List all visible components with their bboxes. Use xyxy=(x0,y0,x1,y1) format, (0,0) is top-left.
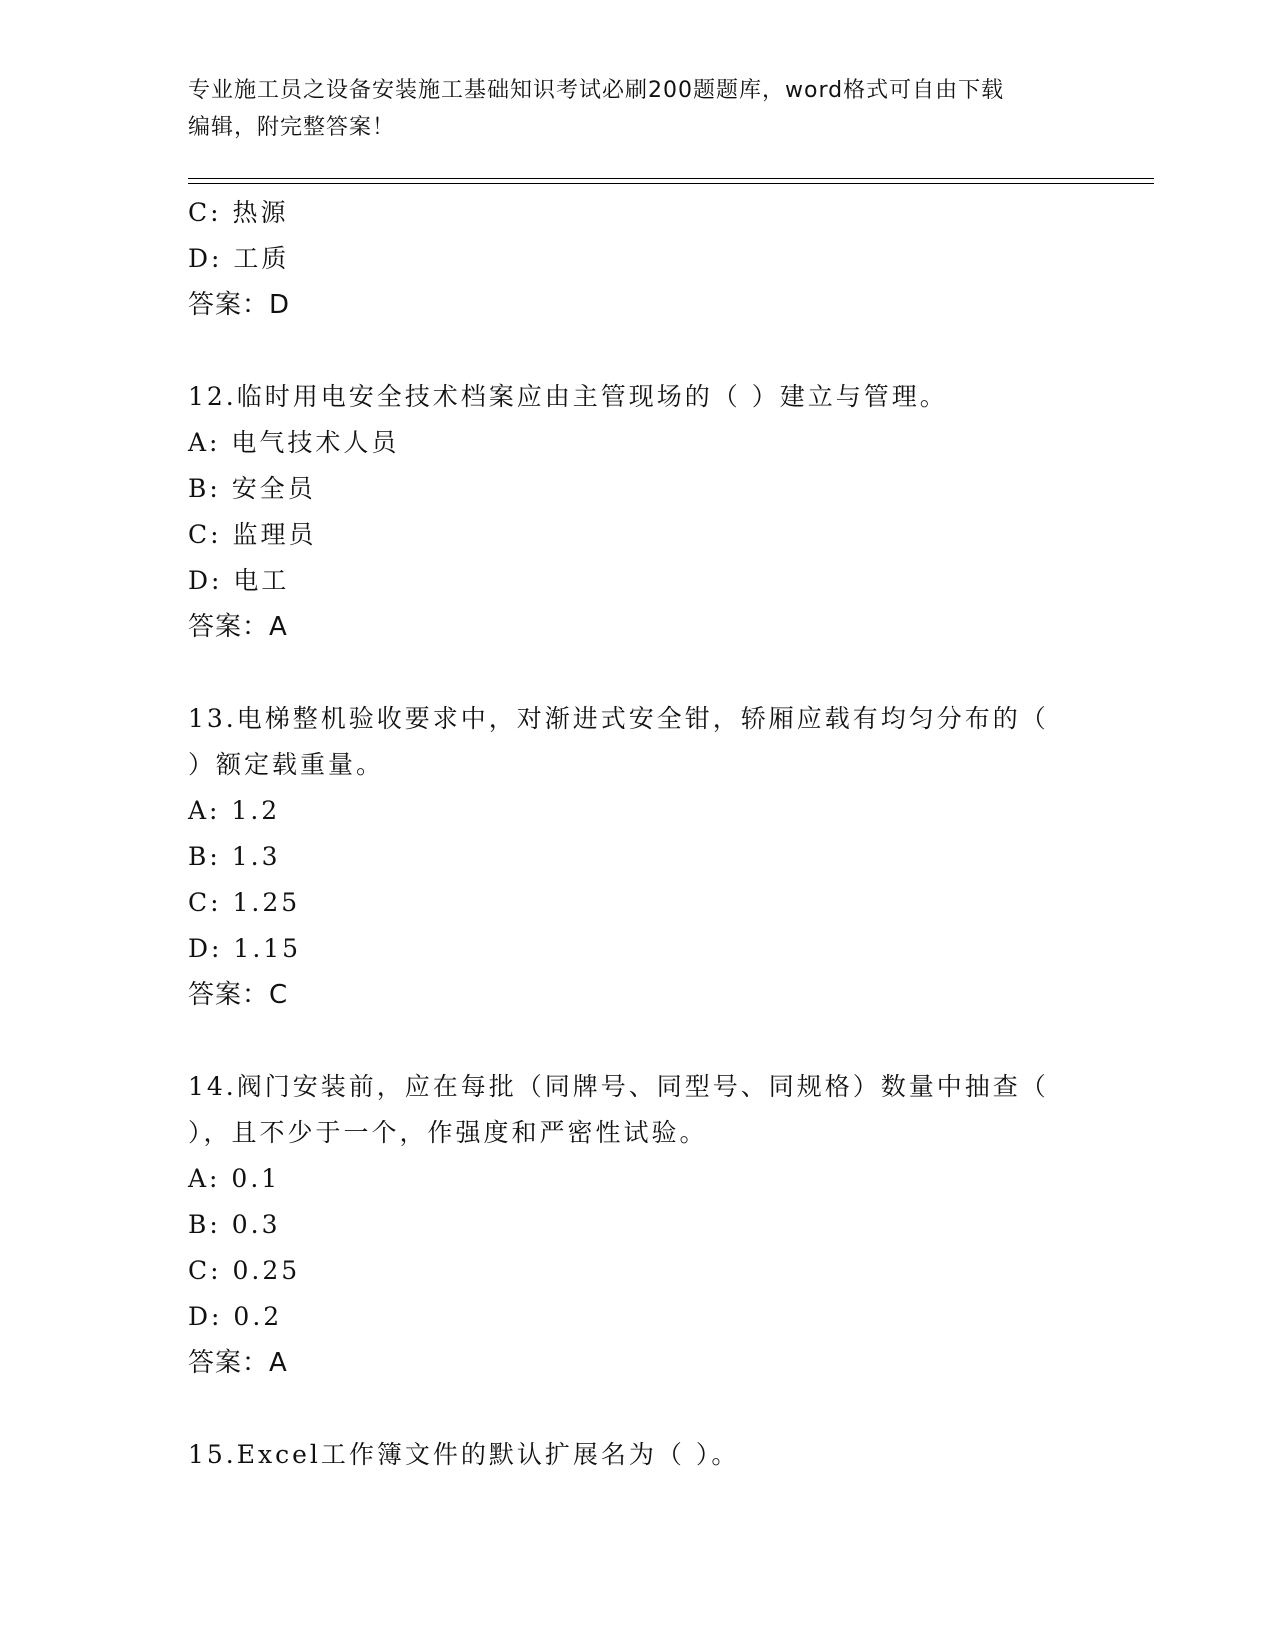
header-divider-top xyxy=(188,178,1154,179)
question-12 xyxy=(188,374,1088,650)
option-d: D: 工质 xyxy=(188,244,290,273)
option-c: C: 0.25 xyxy=(188,1256,301,1285)
question-list xyxy=(188,190,1088,1478)
option-c: C: 监理员 xyxy=(188,520,317,549)
header-title-line-1: 专业施工员之设备安装施工基础知识考试必刷200题题库，word格式可自由下载 xyxy=(188,78,1005,103)
answer-line: 答案：D xyxy=(188,290,291,320)
spacer xyxy=(188,328,1088,374)
option-b: B: 1.3 xyxy=(188,842,281,871)
question-13 xyxy=(188,696,1088,1018)
question-stem: 12.临时用电安全技术档案应由主管现场的（ ）建立与管理。 xyxy=(188,382,948,411)
question-15 xyxy=(188,1432,1088,1478)
question-stem-line-1: 14.阀门安装前，应在每批（同牌号、同型号、同规格）数量中抽查（ xyxy=(188,1072,1049,1101)
answer-line: 答案：A xyxy=(188,612,288,642)
question-stem-line-2: ），且不少于一个，作强度和严密性试验。 xyxy=(188,1118,708,1147)
option-b: B: 安全员 xyxy=(188,474,316,503)
spacer xyxy=(188,1018,1088,1064)
option-b: B: 0.3 xyxy=(188,1210,281,1239)
option-d: D: 电工 xyxy=(188,566,290,595)
option-c: C: 热源 xyxy=(188,198,289,227)
page-header xyxy=(188,72,1088,146)
answer-line: 答案：A xyxy=(188,1348,288,1378)
option-a: A: 电气技术人员 xyxy=(188,428,400,457)
header-title-line-2: 编辑，附完整答案！ xyxy=(188,115,396,140)
option-a: A: 0.1 xyxy=(188,1164,281,1193)
option-d: D: 0.2 xyxy=(188,1302,283,1331)
option-a: A: 1.2 xyxy=(188,796,281,825)
spacer xyxy=(188,650,1088,696)
question-11-continued xyxy=(188,190,1088,328)
header-divider-bottom xyxy=(188,183,1154,184)
answer-line: 答案：C xyxy=(188,980,289,1010)
question-stem-line-2: ）额定载重量。 xyxy=(188,750,385,779)
question-stem: 15.Excel工作簿文件的默认扩展名为（ ）。 xyxy=(188,1440,740,1469)
question-stem-line-1: 13.电梯整机验收要求中，对渐进式安全钳，轿厢应载有均匀分布的（ xyxy=(188,704,1049,733)
option-c: C: 1.25 xyxy=(188,888,301,917)
spacer xyxy=(188,1386,1088,1432)
question-14 xyxy=(188,1064,1088,1386)
option-d: D: 1.15 xyxy=(188,934,302,963)
